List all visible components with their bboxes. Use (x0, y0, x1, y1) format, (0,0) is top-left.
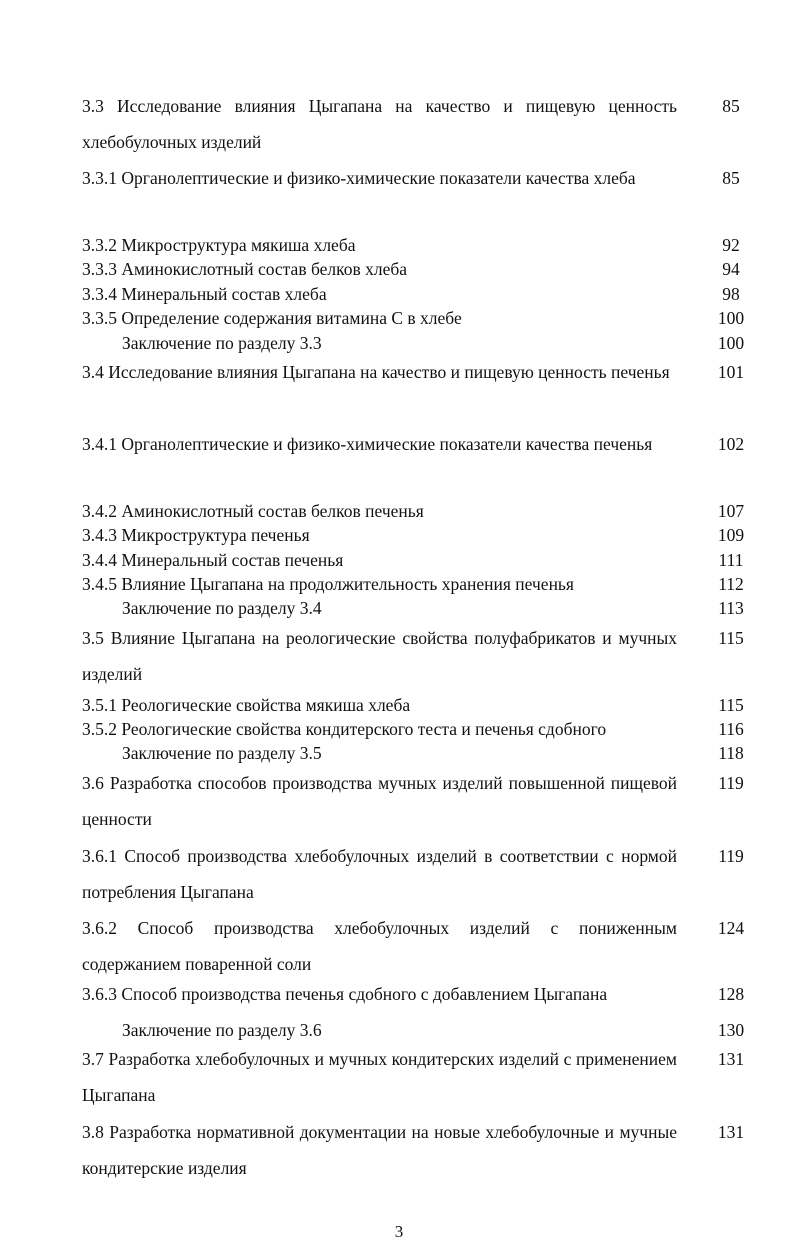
toc-entry-page: 100 (717, 333, 745, 353)
toc-entry-title: 3.3.5 Определение содержания витамина С в хлебе (82, 308, 462, 328)
toc-entry-page: 102 (717, 434, 745, 454)
toc-entry-title: Заключение по разделу 3.5 (122, 743, 322, 763)
toc-entry-title: 3.5.2 Реологические свойства кондитерского теста и печенья сдобного (82, 719, 607, 739)
toc-entry-page: 98 (722, 284, 740, 304)
toc-entry-page: 112 (718, 574, 744, 594)
toc-entry-page: 119 (718, 846, 744, 866)
toc-entry-title: 3.3 Исследование влияния Цыгапана на качество и пищевую ценность хлебобулочных изделий (82, 96, 677, 152)
toc-entry-page: 107 (717, 501, 745, 521)
page-number: 3 (394, 1222, 404, 1241)
toc-entry-title: 3.5.1 Реологические свойства мякиша хлеба (82, 695, 411, 715)
toc-entry-page: 113 (718, 598, 744, 618)
toc-entry-title: 3.4.1 Органолептические и физико-химические показатели качества печенья (82, 434, 653, 454)
toc-entry-title: 3.8 Разработка нормативной документации на новые хлебобулочные и мучные кондитерские изделия (82, 1122, 677, 1178)
toc-entry-title: 3.3.2 Микроструктура мякиша хлеба (82, 235, 356, 255)
toc-entry-page: 101 (717, 362, 745, 382)
toc-entry-title: 3.6.1 Способ производства хлебобулочных изделий в соответствии с нормой потребления Цыгапана (82, 846, 677, 902)
toc-entry-page: 115 (718, 628, 744, 648)
toc-entry-title: 3.3.3 Аминокислотный состав белков хлеба (82, 259, 408, 279)
toc-entry-title: 3.7 Разработка хлебобулочных и мучных кондитерских изделий с применением Цыгапана (82, 1049, 677, 1105)
toc-entry-page: 116 (718, 719, 744, 739)
toc-entry-page: 131 (717, 1049, 745, 1069)
toc-entry-title: Заключение по разделу 3.3 (122, 333, 322, 353)
toc-entry-page: 118 (718, 743, 744, 763)
toc-entry-page: 85 (722, 96, 740, 116)
toc-entry-title: 3.4.4 Минеральный состав печенья (82, 550, 344, 570)
toc-entry-title: 3.6.3 Способ производства печенья сдобного с добавлением Цыгапана (82, 984, 608, 1004)
toc-entry-title: 3.4.5 Влияние Цыгапана на продолжительность хранения печенья (82, 574, 574, 594)
toc-entry-title: 3.6 Разработка способов производства мучных изделий повышенной пищевой ценности (82, 773, 677, 829)
toc-entry-page: 100 (717, 308, 745, 328)
toc-entry-page: 115 (718, 695, 744, 715)
toc-entry-title: 3.5 Влияние Цыгапана на реологические свойства полуфабрикатов и мучных изделий (82, 628, 677, 684)
toc-entry-title: Заключение по разделу 3.6 (122, 1020, 322, 1040)
toc-entry-title: 3.3.1 Органолептические и физико-химические показатели качества хлеба (82, 168, 636, 188)
toc-entry-page: 109 (717, 525, 745, 545)
toc-entry-page: 111 (718, 550, 744, 570)
toc-entry-page: 92 (722, 235, 740, 255)
toc-entry-title: 3.3.4 Минеральный состав хлеба (82, 284, 327, 304)
toc-entry-title: 3.4.2 Аминокислотный состав белков печенья (82, 501, 424, 521)
toc-entry-page: 130 (717, 1020, 745, 1040)
toc-entry-title: 3.4.3 Микроструктура печенья (82, 525, 310, 545)
toc-entry-page: 94 (722, 259, 740, 279)
toc-entry-title: Заключение по разделу 3.4 (122, 598, 322, 618)
toc-entry-page: 119 (718, 773, 744, 793)
toc-entry-page: 131 (717, 1122, 745, 1142)
toc-entry-title: 3.4 Исследование влияния Цыгапана на качество и пищевую ценность печенья (82, 362, 670, 382)
toc-entry-page: 124 (717, 918, 745, 938)
toc-entry-page: 128 (717, 984, 745, 1004)
toc-entry-page: 85 (722, 168, 740, 188)
toc-entry-title: 3.6.2 Способ производства хлебобулочных изделий с пониженным содержанием поваренной соли (82, 918, 677, 974)
